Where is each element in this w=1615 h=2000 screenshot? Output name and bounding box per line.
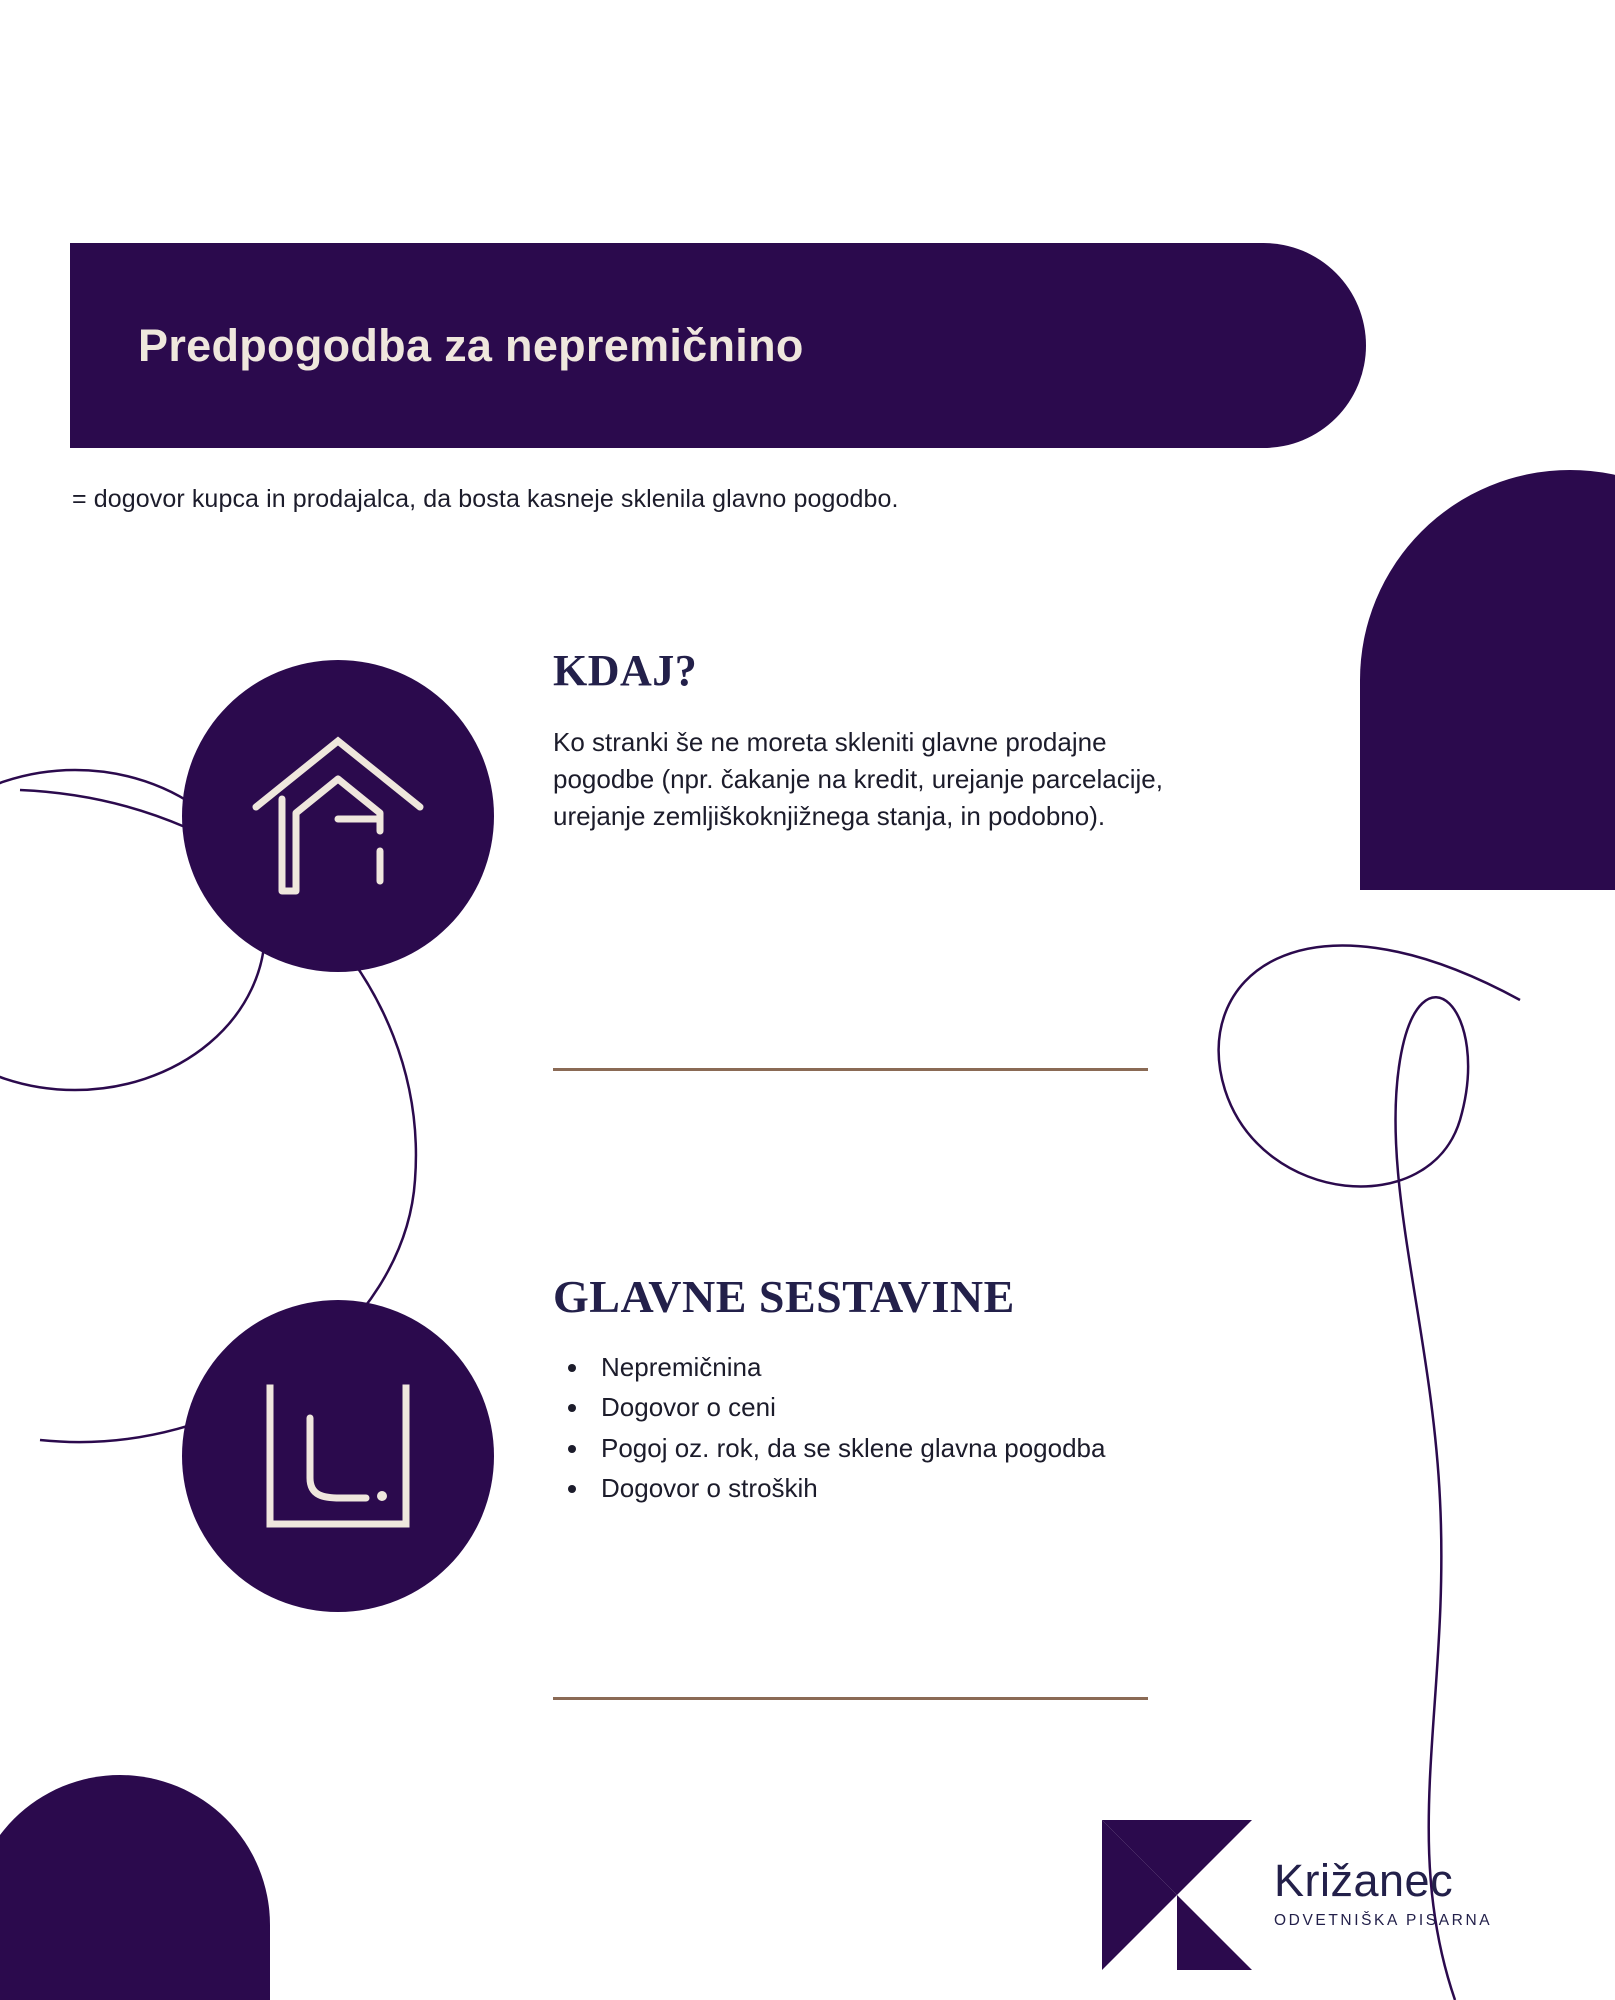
divider-rule-1 <box>553 1068 1148 1071</box>
logo-tagline: ODVETNIŠKA PISARNA <box>1274 1912 1493 1929</box>
logo-text-block <box>1274 1820 1492 1930</box>
list-item: • Dogovor o stroških <box>591 1472 1181 1505</box>
section-kdaj-body: Ko stranki še ne moreta skleniti glavne prodajne pogodbe (npr. čakanje na kredit, urejanje parcelacije, urejanje zemljiškoknjižnega stanja, in podobno). <box>553 727 1163 831</box>
list-item: • Nepremičnina <box>591 1351 1181 1384</box>
divider-rule-2 <box>553 1697 1148 1700</box>
glavne-sestavine-list <box>591 1351 1193 1505</box>
section-kdaj-heading: KDAJ? <box>553 646 698 695</box>
section-glavne-sestavine <box>553 1270 1193 1512</box>
list-item: • Pogoj oz. rok, da se sklene glavna pogodba <box>591 1432 1181 1465</box>
list-item: • Dogovor o ceni <box>591 1391 1181 1424</box>
section-glavne-heading: GLAVNE SESTAVINE <box>553 1271 1015 1322</box>
brand-logo <box>1102 1820 1492 1970</box>
house-icon <box>238 721 438 911</box>
page-title: Predpogodba za nepremičnino <box>138 319 804 371</box>
title-banner <box>70 243 1366 448</box>
document-icon <box>248 1366 428 1546</box>
triangle-logo-mark-icon <box>1102 1820 1252 1970</box>
document-icon-badge <box>182 1300 494 1612</box>
house-icon-badge <box>182 660 494 972</box>
section-kdaj <box>553 645 1193 835</box>
subtitle-text: = dogovor kupca in prodajalca, da bosta kasneje sklenila glavno pogodbo. <box>72 485 899 513</box>
logo-name: Križanec <box>1274 1855 1454 1906</box>
